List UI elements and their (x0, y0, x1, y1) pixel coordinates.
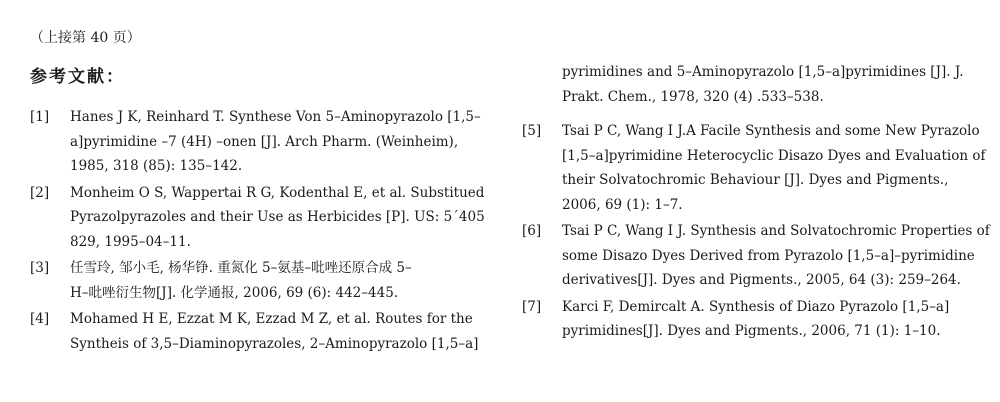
reference-line: 829, 1995–04–11. (70, 233, 191, 250)
reference-line: Karci F, Demircalt A. Synthesis of Diazo Pyrazolo [1,5–a] (562, 298, 950, 315)
reference-line: H–吡唑衍生物[J]. 化学通报, 2006, 69 (6): 442–445. (70, 284, 399, 301)
reference-line: a]pyrimidine –7 (4H) –onen [J]. Arch Pharm. (Weinheim), (70, 133, 459, 150)
reference-line: pyrimidines[J]. Dyes and Pigments., 2006, 71 (1): 1–10. (562, 323, 941, 339)
reference-number: [2] (30, 184, 50, 201)
reference-4 (30, 307, 482, 356)
reference-line: some Disazo Dyes Derived from Pyrazolo [1,5–a]–pyrimidine (562, 247, 975, 264)
reference-line: Hanes J K, Reinhard T. Synthese Von 5–Aminopyrazolo [1,5– (70, 109, 481, 125)
reference-line: Syntheis of 3,5–Diaminopyrazoles, 2–Aminopyrazolo [1,5–a] (70, 335, 479, 352)
reference-number: [5] (522, 123, 542, 139)
reference-6 (522, 219, 990, 293)
reference-line: derivatives[J]. Dyes and Pigments., 2005, 64 (3): 259–264. (562, 272, 961, 288)
reference-1 (30, 105, 482, 179)
continued-note: （上接第 40 页） (30, 30, 141, 46)
reference-5 (522, 119, 986, 217)
reference-number: [7] (522, 298, 542, 315)
reference-4-continuation (522, 60, 974, 109)
reference-line: Tsai P C, Wang I J.A Facile Synthesis and some New Pyrazolo (562, 123, 980, 139)
reference-line: 2006, 69 (1): 1–7. (562, 196, 683, 213)
reference-2 (30, 181, 485, 255)
left-column (30, 105, 485, 358)
reference-number: [6] (522, 223, 542, 239)
reference-number: [3] (30, 260, 50, 276)
reference-number: [4] (30, 311, 50, 327)
reference-line: [1,5–a]pyrimidine Heterocyclic Disazo Dyes and Evaluation of (562, 147, 986, 164)
reference-line: Tsai P C, Wang I J. Synthesis and Solvatochromic Properties of (562, 223, 990, 239)
reference-line: their Solvatochromic Behaviour [J]. Dyes and Pigments., (562, 172, 949, 188)
reference-line: pyrimidines and 5–Aminopyrazolo [1,5–a]pyrimidines [J]. J. (562, 64, 964, 80)
reference-3 (30, 256, 482, 305)
right-column (522, 60, 990, 346)
reference-line: Pyrazolpyrazoles and their Use as Herbicides [P]. US: 5´405 (70, 209, 485, 225)
reference-number: [1] (30, 109, 50, 125)
reference-line: Prakt. Chem., 1978, 320 (4) .533–538. (562, 88, 824, 105)
references-heading: 参考文献： (30, 67, 125, 87)
reference-7 (522, 295, 974, 344)
reference-line: Monheim O S, Wappertai R G, Kodenthal E, et al. Substitued (70, 184, 485, 201)
reference-line: Mohamed H E, Ezzat M K, Ezzad M Z, et al. Routes for the (70, 311, 473, 327)
reference-line: 1985, 318 (85): 135–142. (70, 158, 243, 174)
reference-line: 任雪玲, 邹小毛, 杨华铮. 重氮化 5–氨基–吡唑还原合成 5– (70, 260, 412, 276)
